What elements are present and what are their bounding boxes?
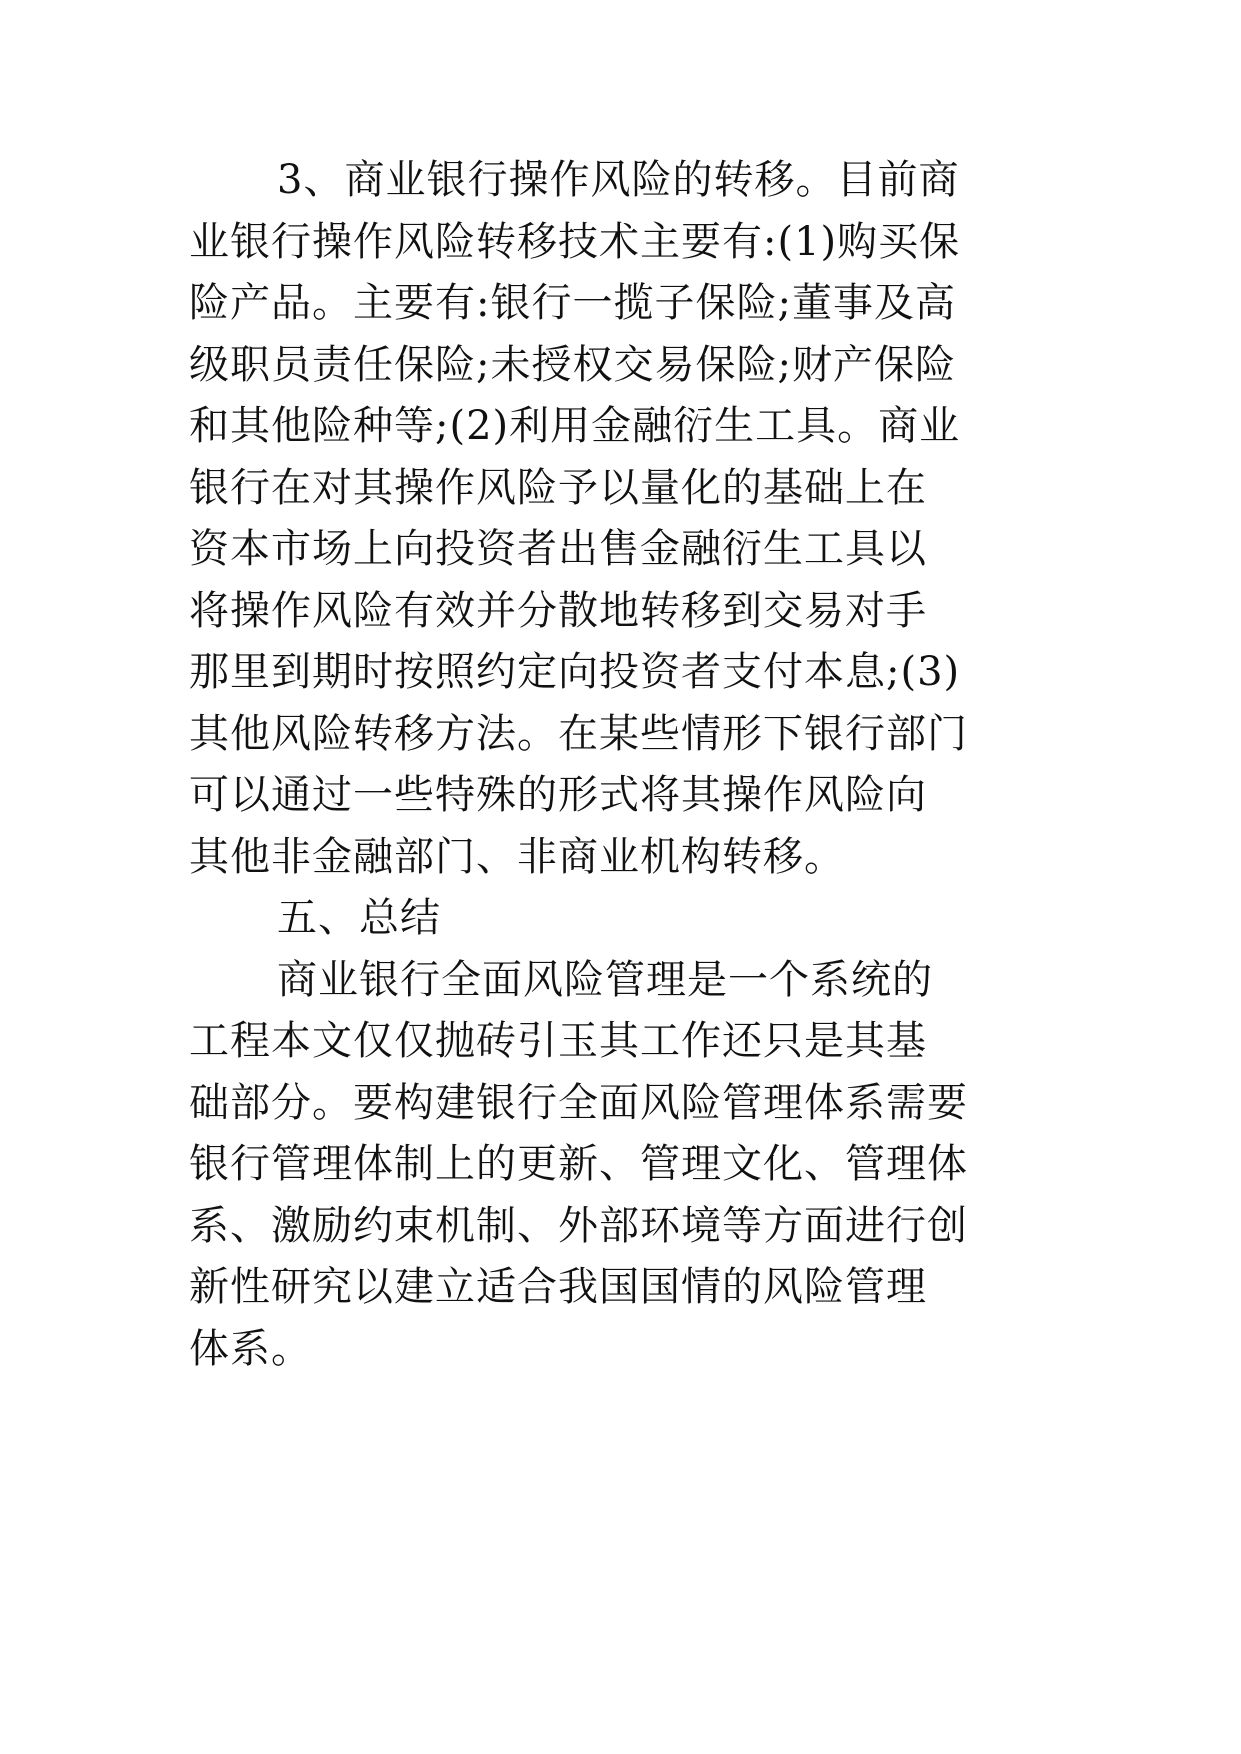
paragraph-line: 银行管理体制上的更新、管理文化、管理体 (189, 1141, 968, 1187)
paragraph-line: 级职员责任保险;未授权交易保险;财产保险 (189, 341, 956, 388)
paragraph-line: 将操作风险有效并分散地转移到交易对手 (189, 587, 927, 634)
document-body (189, 150, 1069, 1380)
paragraph-line: 业银行操作风险转移技术主要有:(1)购买保 (189, 218, 961, 265)
section-heading: 五、总结 (277, 895, 441, 941)
paragraph-line: 险产品。主要有:银行一揽子保险;董事及高 (189, 280, 956, 326)
paragraph-line: 3、商业银行操作风险的转移。目前商 (277, 157, 960, 203)
paragraph-line: 商业银行全面风险管理是一个系统的 (277, 956, 933, 1003)
paragraph-line: 银行在对其操作风险予以量化的基础上在 (189, 464, 927, 511)
paragraph-line: 新性研究以建立适合我国国情的风险管理 (189, 1264, 927, 1310)
paragraph-line: 可以通过一些特殊的形式将其操作风险向 (189, 772, 927, 818)
paragraph-line: 那里到期时按照约定向投资者支付本息;(3) (189, 649, 961, 695)
paragraph-line: 其他非金融部门、非商业机构转移。 (189, 833, 845, 880)
paragraph-line: 资本市场上向投资者出售金融衍生工具以 (189, 526, 927, 572)
paragraph-line: 和其他险种等;(2)利用金融衍生工具。商业 (189, 403, 961, 449)
paragraph-line: 系、激励约束机制、外部环境等方面进行创 (189, 1202, 968, 1249)
paragraph-line: 工程本文仅仅抛砖引玉其工作还只是其基 (189, 1018, 927, 1064)
paragraph-line: 体系。 (189, 1325, 312, 1372)
paragraph-line: 其他风险转移方法。在某些情形下银行部门 (189, 710, 968, 757)
paragraph-line: 础部分。要构建银行全面风险管理体系需要 (189, 1079, 968, 1126)
